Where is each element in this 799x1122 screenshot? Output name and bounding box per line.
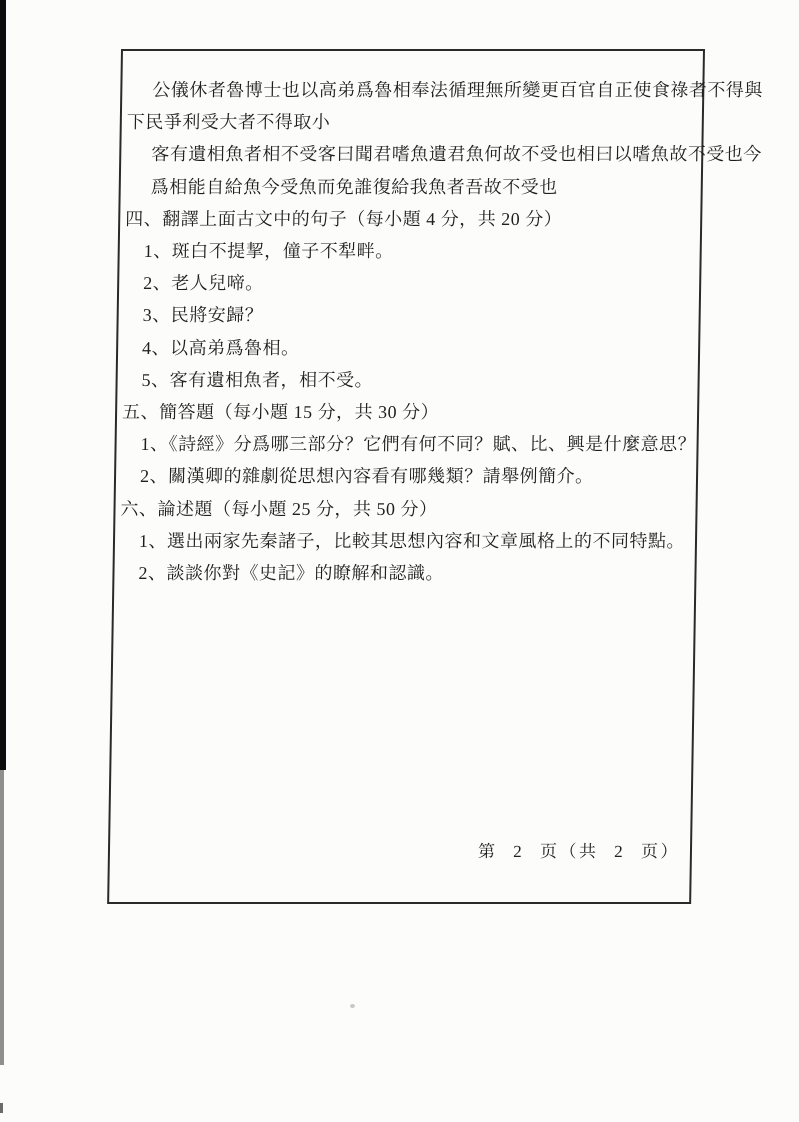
scan-edge-strip-lower <box>0 770 4 1065</box>
exam-content <box>109 51 763 902</box>
section-5-item-2: 2、關漢卿的雜劇從思想內容看有哪幾類？請舉例簡介。 <box>139 466 594 487</box>
page-number-footer: 第 2 页（共 2 页） <box>477 842 681 861</box>
section-4-item-4: 4、以高弟爲魯相。 <box>141 337 300 358</box>
section-5-heading: 五、簡答題（每小題 15 分，共 30 分） <box>121 402 440 423</box>
passage-1-line-1: 公儀休者魯博士也以高弟爲魯相奉法循理無所變更百官自正使食祿者不得與 <box>152 80 763 100</box>
section-6-item-2: 2、談談你對《史記》的瞭解和認識。 <box>138 563 445 584</box>
scan-edge-mark <box>0 1103 3 1113</box>
section-4-heading: 四、翻譯上面古文中的句子（每小題 4 分，共 20 分） <box>125 208 563 229</box>
section-6-heading: 六、論述題（每小題 25 分，共 50 分） <box>120 498 438 519</box>
section-5-item-1: 1、《詩經》分爲哪三部分？它們有何不同？賦、比、興是什麼意思？ <box>140 434 697 455</box>
passage-2-line-1: 客有遺相魚者相不受客曰聞君嗜魚遺君魚何故不受也相曰以嗜魚故不受也今 <box>151 144 762 165</box>
section-4-item-2: 2、老人兒啼。 <box>143 273 264 294</box>
section-4-item-1: 1、斑白不提挈，僮子不犁畔。 <box>143 241 394 262</box>
section-6-item-1: 1、選出兩家先秦諸子，比較其思想內容和文章風格上的不同特點。 <box>138 530 686 551</box>
passage-2-line-2: 爲相能自給魚今受魚而免誰復給我魚者吾故不受也 <box>150 176 558 197</box>
exam-page-frame <box>107 49 763 904</box>
section-4-item-5: 5、客有遺相魚者，相不受。 <box>141 369 374 390</box>
passage-1-line-2: 下民爭利受大者不得取小 <box>126 112 331 133</box>
section-4-item-3: 3、民將安歸？ <box>142 305 264 326</box>
scan-edge-strip <box>0 0 6 770</box>
scan-speck <box>350 1004 355 1008</box>
